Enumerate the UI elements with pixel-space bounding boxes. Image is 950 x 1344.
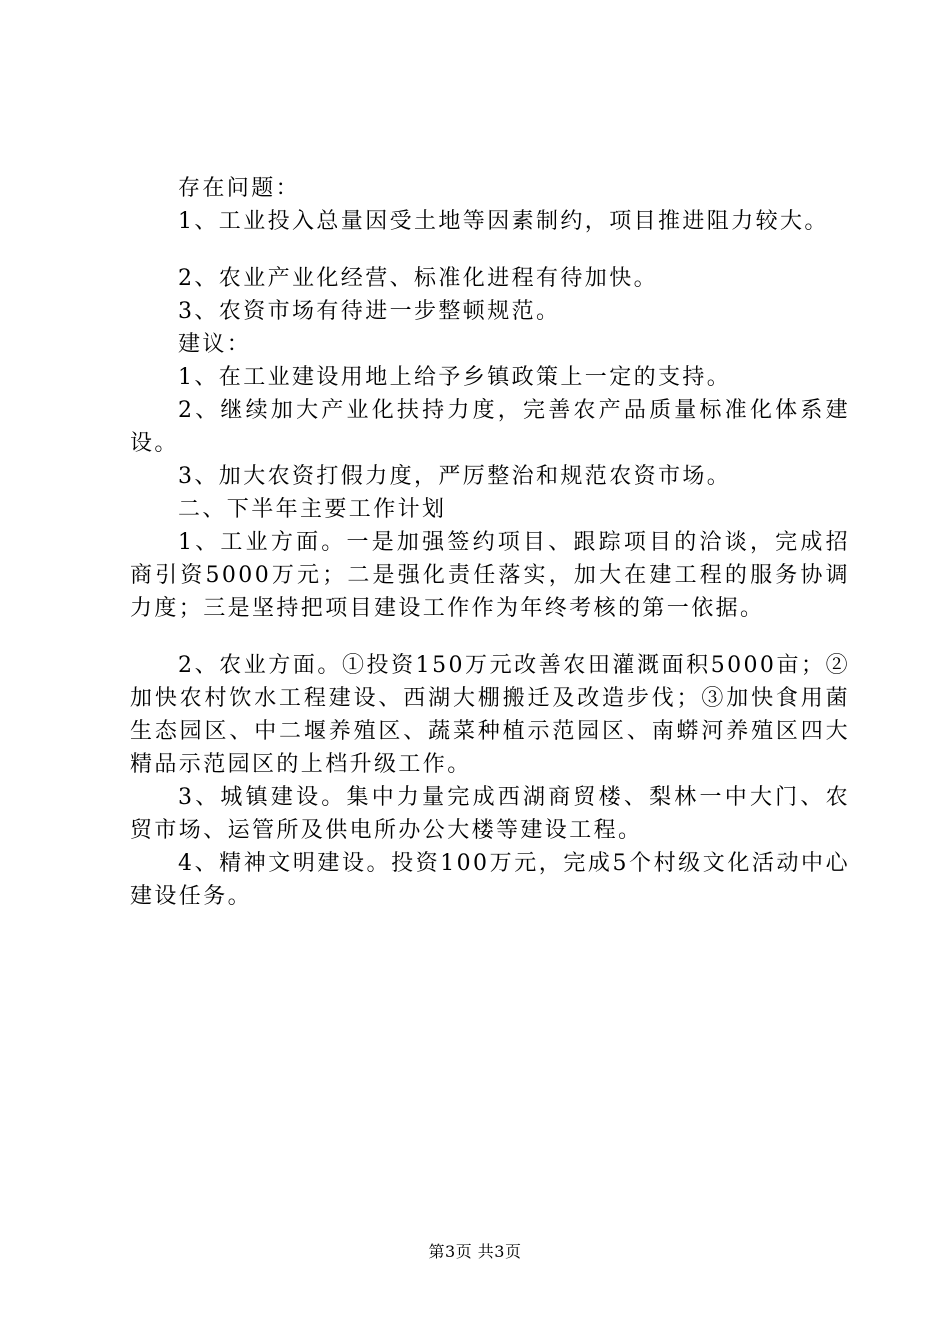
plan-item-agriculture: 2、农业方面。①投资150万元改善农田灌溉面积5000亩；②加快农村饮水工程建设、西湖大棚搬迁及改造步伐；③加快食用菌生态园区、中二堰养殖区、蔬菜种植示范园区、南蟒河养殖区四大精品示范园区的上档升级工作。	[130, 653, 850, 777]
problem-item-1: 1、工业投入总量因受土地等因素制约，项目推进阻力较大。	[178, 209, 829, 234]
problem-item-2: 2、农业产业化经营、标准化进程有待加快。	[178, 266, 658, 291]
plan-item-civilization: 4、精神文明建设。投资100万元，完成5个村级文化活动中心建设任务。	[130, 851, 850, 909]
section-heading-problems: 存在问题：	[178, 176, 301, 201]
suggestion-item-2: 2、继续加大产业化扶持力度，完善农产品质量标准化体系建设。	[130, 398, 850, 456]
plan-item-town-construction: 3、城镇建设。集中力量完成西湖商贸楼、梨林一中大门、农贸市场、运管所及供电所办公大楼等建设工程。	[130, 785, 850, 843]
document-body	[130, 172, 850, 913]
suggestion-item-3: 3、加大农资打假力度，严厉整治和规范农资市场。	[178, 464, 732, 489]
suggestion-item-1: 1、在工业建设用地上给予乡镇政策上一定的支持。	[178, 365, 732, 390]
problem-item-3: 3、农资市场有待进一步整顿规范。	[178, 299, 561, 324]
section-heading-plan: 二、下半年主要工作计划	[178, 497, 447, 522]
section-heading-suggestions: 建议：	[178, 332, 252, 357]
page-footer: 第3页 共3页	[428, 1242, 522, 1261]
plan-item-industry: 1、工业方面。一是加强签约项目、跟踪项目的洽谈，完成招商引资5000万元；二是强化责任落实，加大在建工程的服务协调力度；三是坚持把项目建设工作作为年终考核的第一依据。	[130, 530, 850, 621]
